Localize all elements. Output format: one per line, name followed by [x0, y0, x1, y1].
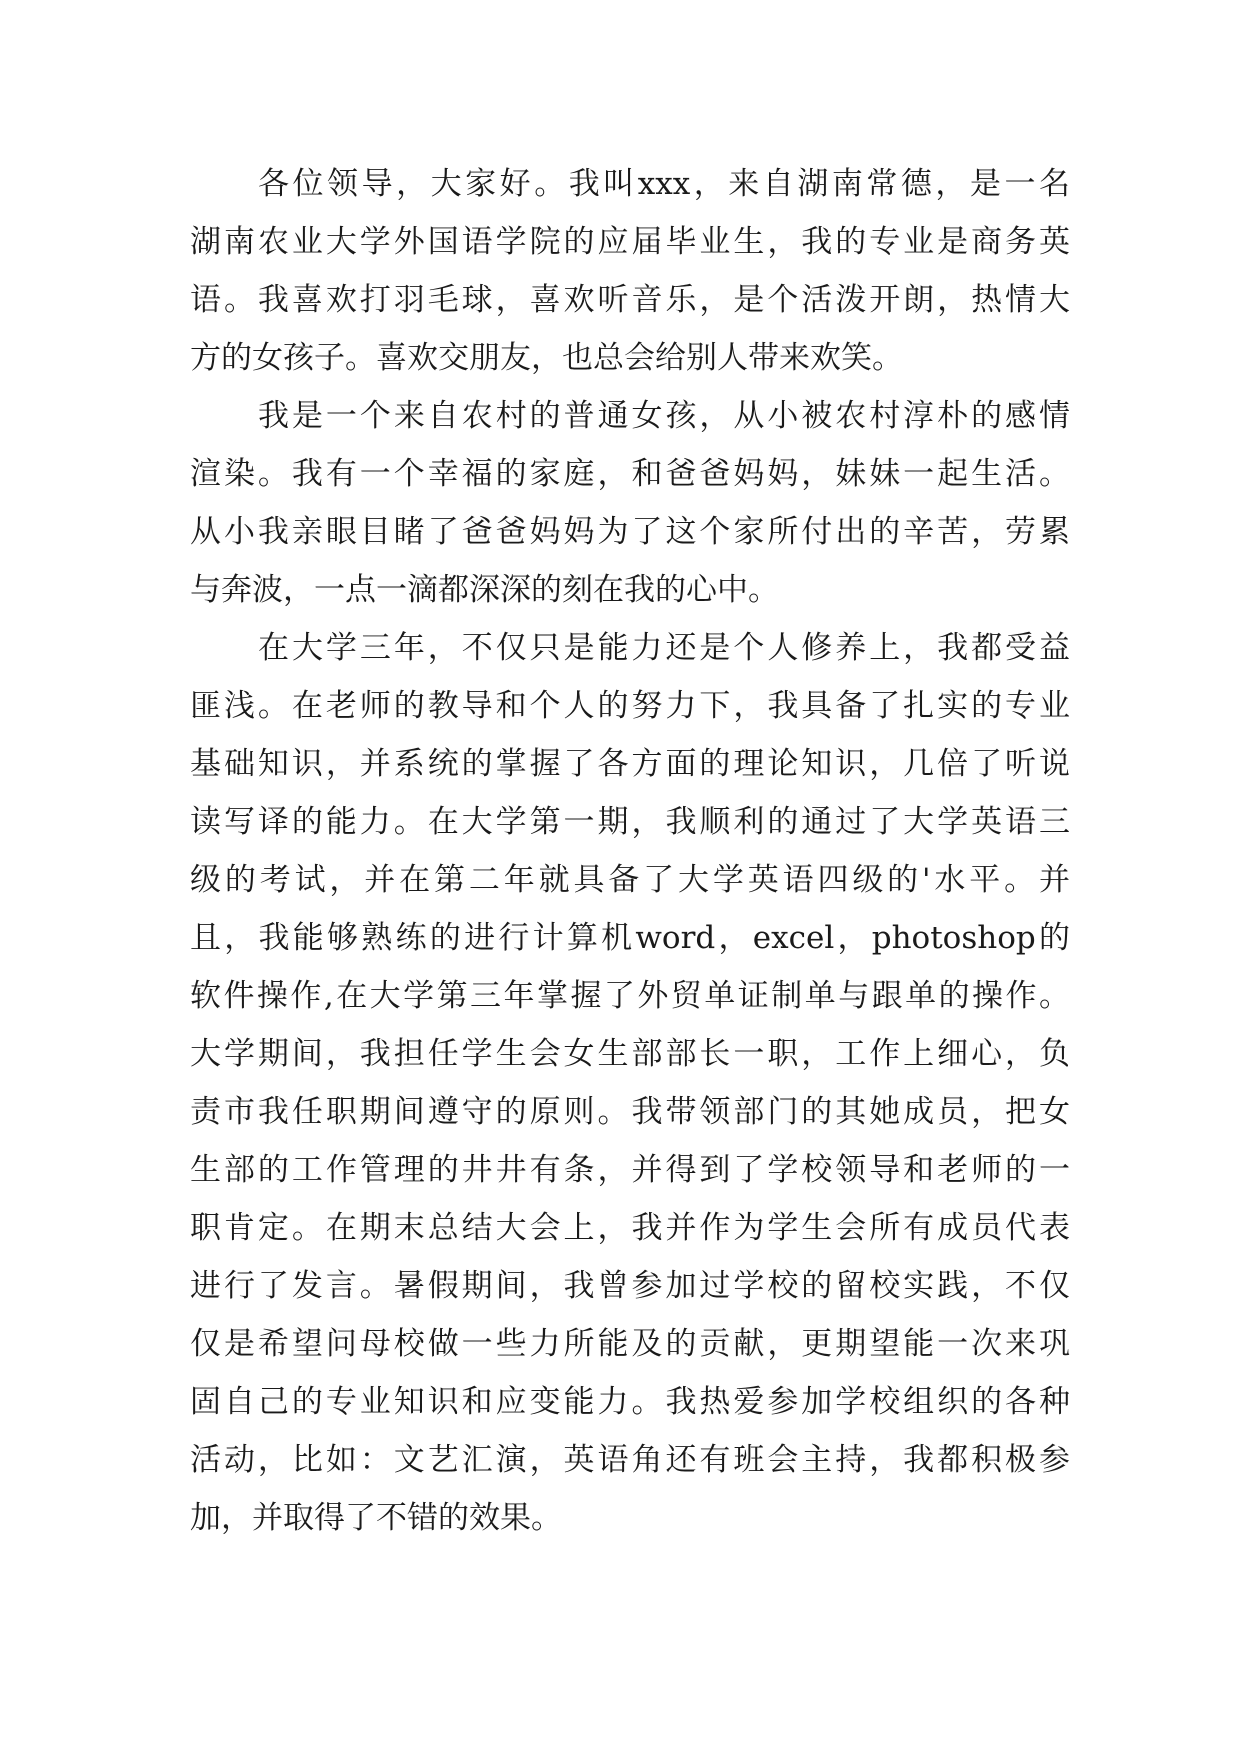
- text-line: 匪浅。在老师的教导和个人的努力下，我具备了扎实的专业: [190, 688, 1070, 724]
- text-line: 仅是希望问母校做一些力所能及的贡献，更期望能一次来巩: [190, 1326, 1070, 1362]
- text-line: 渲染。我有一个幸福的家庭，和爸爸妈妈，妹妹一起生活。: [190, 456, 1070, 492]
- text-line: 读写译的能力。在大学第一期，我顺利的通过了大学英语三: [190, 804, 1070, 840]
- paragraph-introduction: [190, 155, 1070, 387]
- paragraph-family: [190, 387, 1070, 619]
- document-body: [190, 155, 1070, 1547]
- text-line: 加，并取得了不错的效果。: [190, 1500, 562, 1536]
- text-line: 且，我能够熟练的进行计算机word，excel，photoshop的: [190, 920, 1070, 956]
- text-line: 各位领导，大家好。我叫xxx，来自湖南常德，是一名: [258, 166, 1070, 202]
- text-line: 从小我亲眼目睹了爸爸妈妈为了这个家所付出的辛苦，劳累: [190, 514, 1070, 550]
- text-line: 湖南农业大学外国语学院的应届毕业生，我的专业是商务英: [190, 224, 1070, 260]
- text-line: 生部的工作管理的井井有条，并得到了学校领导和老师的一: [190, 1152, 1070, 1188]
- text-line: 在大学三年，不仅只是能力还是个人修养上，我都受益: [258, 630, 1070, 666]
- text-line: 进行了发言。暑假期间，我曾参加过学校的留校实践，不仅: [190, 1268, 1070, 1304]
- text-line: 活动，比如：文艺汇演，英语角还有班会主持，我都积极参: [190, 1442, 1070, 1478]
- text-line: 固自己的专业知识和应变能力。我热爱参加学校组织的各种: [190, 1384, 1070, 1420]
- text-line: 大学期间，我担任学生会女生部部长一职，工作上细心，负: [190, 1036, 1070, 1072]
- text-line: 级的考试，并在第二年就具备了大学英语四级的'水平。并: [190, 862, 1070, 898]
- paragraph-university: [190, 619, 1070, 1547]
- text-line: 责市我任职期间遵守的原则。我带领部门的其她成员，把女: [190, 1094, 1070, 1130]
- text-line: 基础知识，并系统的掌握了各方面的理论知识，几倍了听说: [190, 746, 1070, 782]
- text-line: 职肯定。在期末总结大会上，我并作为学生会所有成员代表: [190, 1210, 1070, 1246]
- text-line: 我是一个来自农村的普通女孩，从小被农村淳朴的感情: [258, 398, 1070, 434]
- text-line: 方的女孩子。喜欢交朋友，也总会给别人带来欢笑。: [190, 340, 903, 376]
- text-line: 语。我喜欢打羽毛球，喜欢听音乐，是个活泼开朗，热情大: [190, 282, 1070, 318]
- text-line: 软件操作,在大学第三年掌握了外贸单证制单与跟单的操作。: [190, 978, 1070, 1014]
- text-line: 与奔波，一点一滴都深深的刻在我的心中。: [190, 572, 779, 608]
